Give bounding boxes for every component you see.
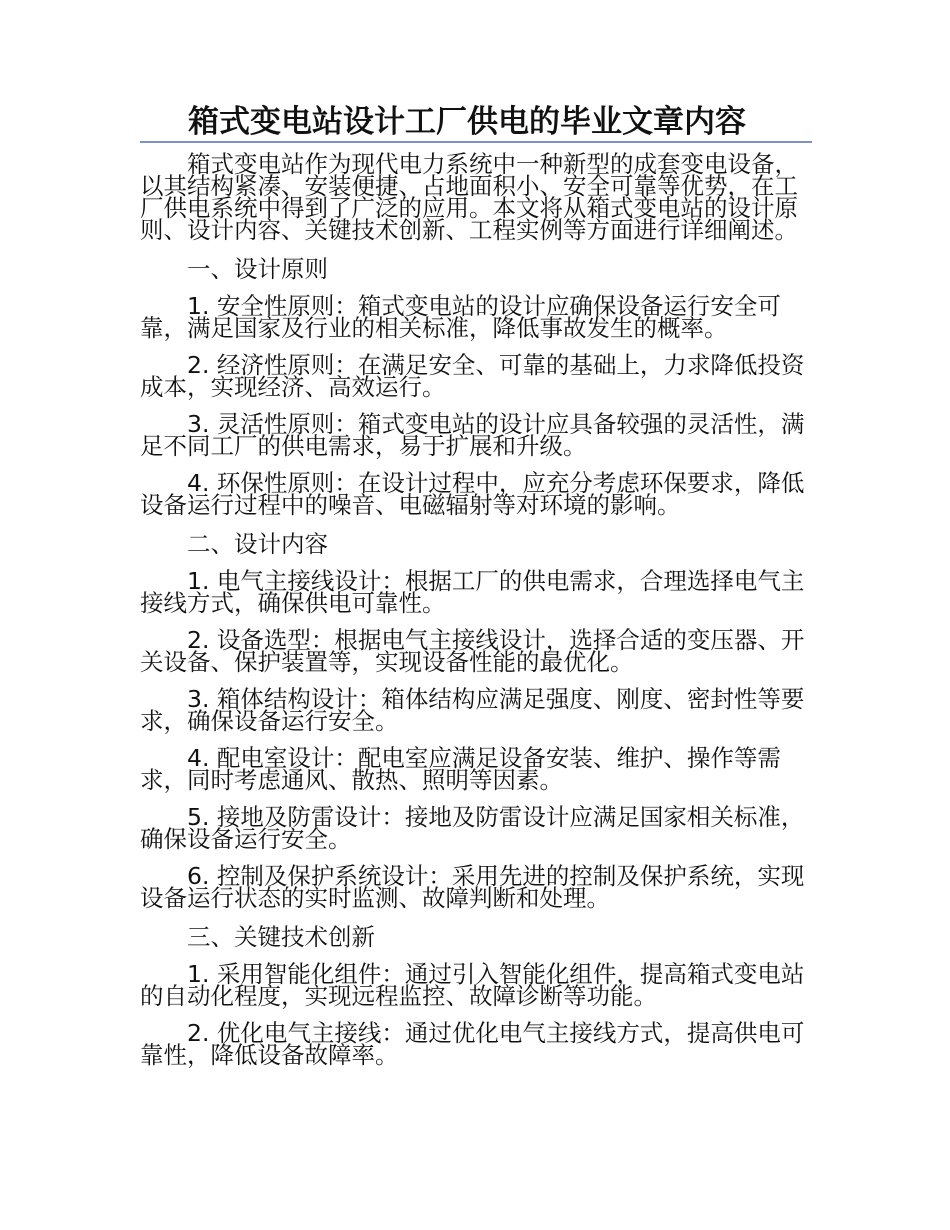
list-item: 3. 灵活性原则：箱式变电站的设计应具备较强的灵活性，满足不同工厂的供电需求，易于扩展和升级。	[140, 410, 805, 460]
section-heading-design-content: 二、设计内容	[187, 530, 328, 558]
list-item: 4. 配电室设计：配电室应满足设备安装、维护、操作等需求，同时考虑通风、散热、照明等因素。	[140, 744, 781, 794]
section-heading-key-innovation: 三、关键技术创新	[187, 923, 375, 951]
document-page	[140, 104, 812, 1081]
list-item: 4. 环保性原则：在设计过程中，应充分考虑环保要求，降低设备运行过程中的噪音、电磁辐射等对环境的影响。	[140, 469, 805, 519]
list-item: 1. 采用智能化组件：通过引入智能化组件，提高箱式变电站的自动化程度，实现远程监控、故障诊断等功能。	[140, 960, 805, 1010]
list-item: 6. 控制及保护系统设计：采用先进的控制及保护系统，实现设备运行状态的实时监测、故障判断和处理。	[140, 862, 805, 912]
section-heading-design-principles: 一、设计原则	[187, 255, 328, 283]
list-item: 1. 电气主接线设计：根据工厂的供电需求，合理选择电气主接线方式，确保供电可靠性。	[140, 567, 805, 617]
list-item: 2. 经济性原则：在满足安全、可靠的基础上，力求降低投资成本，实现经济、高效运行。	[140, 351, 805, 401]
list-item: 2. 设备选型：根据电气主接线设计，选择合适的变压器、开关设备、保护装置等，实现设备性能的最优化。	[140, 626, 805, 676]
document-title: 箱式变电站设计工厂供电的毕业文章内容	[188, 104, 746, 140]
list-item: 5. 接地及防雷设计：接地及防雷设计应满足国家相关标准，确保设备运行安全。	[140, 803, 805, 853]
title-underline	[140, 141, 812, 143]
list-item: 1. 安全性原则：箱式变电站的设计应确保设备运行安全可靠，满足国家及行业的相关标准，降低事故发生的概率。	[140, 292, 781, 342]
list-item: 2. 优化电气主接线：通过优化电气主接线方式，提高供电可靠性，降低设备故障率。	[140, 1019, 805, 1069]
intro-paragraph: 箱式变电站作为现代电力系统中一种新型的成套变电设备，以其结构紧凑、安装便捷、占地面积小、安全可靠等优势，在工厂供电系统中得到了广泛的应用。本文将从箱式变电站的设计原则、设计内容、关键技术创新、工程实例等方面进行详细阐述。	[140, 150, 798, 244]
list-item: 3. 箱体结构设计：箱体结构应满足强度、刚度、密封性等要求，确保设备运行安全。	[140, 685, 805, 735]
